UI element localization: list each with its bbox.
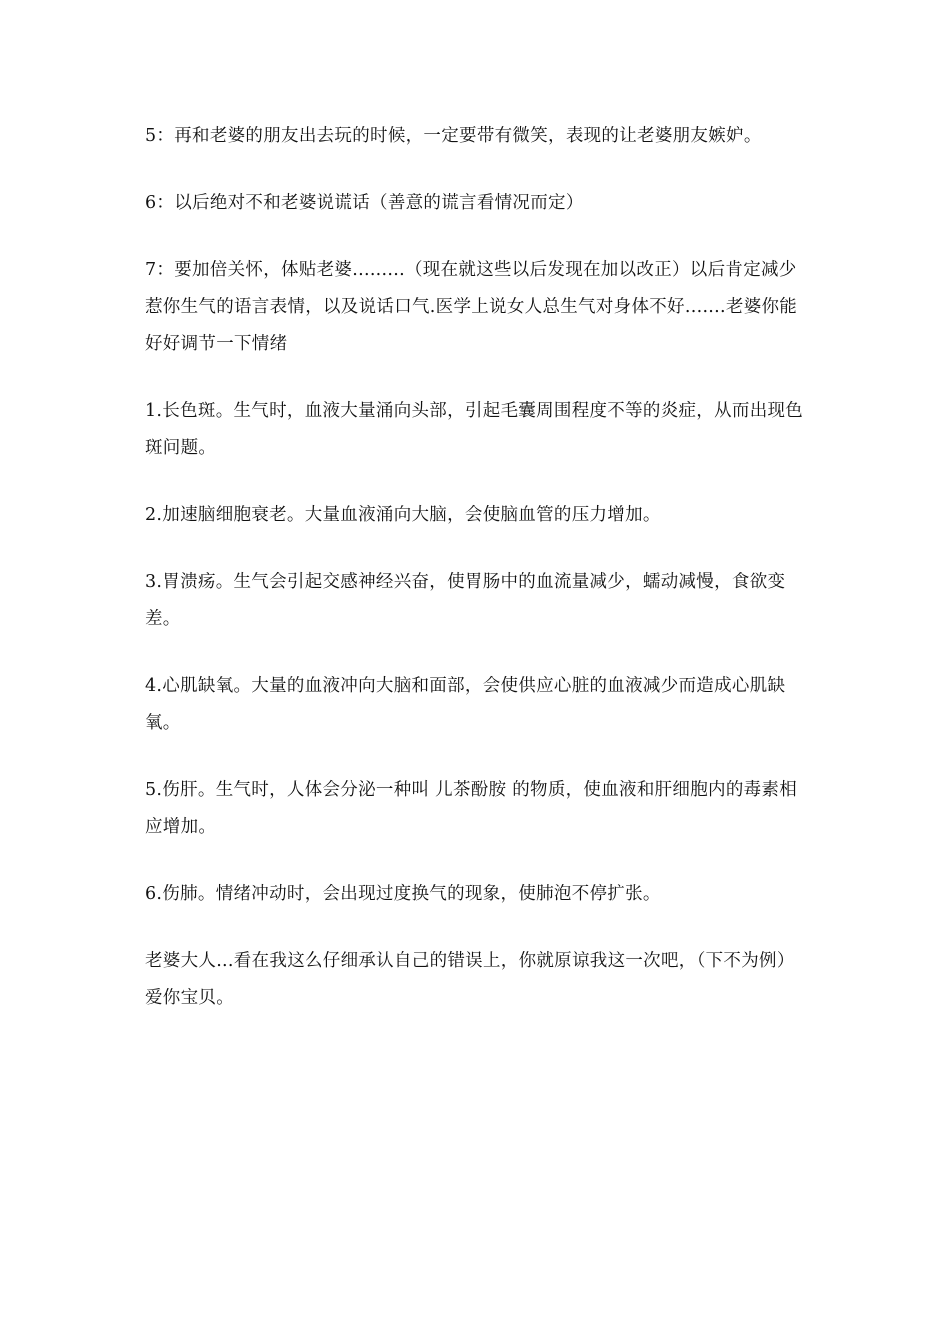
- health-point-5: 5.伤肝。生气时，人体会分泌一种叫 儿茶酚胺 的物质，使血液和肝细胞内的毒素相应增加。: [145, 780, 798, 837]
- paragraph-item-6: 6：以后绝对不和老婆说谎话（善意的谎言看情况而定）: [145, 193, 584, 213]
- health-point-1: 1.长色斑。生气时，血液大量涌向头部，引起毛囊周围程度不等的炎症，从而出现色斑问题。: [145, 401, 804, 458]
- health-point-3: 3.胃溃疡。生气会引起交感神经兴奋，使胃肠中的血流量减少，蠕动减慢，食欲变差。: [145, 572, 786, 629]
- health-point-6: 6.伤肺。情绪冲动时，会出现过度换气的现象，使肺泡不停扩张。: [145, 884, 661, 904]
- document-body: [145, 118, 810, 1017]
- health-point-4: 4.心肌缺氧。大量的血液冲向大脑和面部，会使供应心脏的血液减少而造成心肌缺氧。: [145, 676, 786, 733]
- closing-paragraph: 老婆大人...看在我这么仔细承认自己的错误上，你就原谅我这一次吧，（下不为例）爱你宝贝。: [145, 951, 795, 1008]
- health-point-2: 2.加速脑细胞衰老。大量血液涌向大脑，会使脑血管的压力增加。: [145, 505, 661, 525]
- paragraph-item-7: 7：要加倍关怀，体贴老婆.........（现在就这些以后发现在加以改正）以后肯定减少惹你生气的语言表情，以及说话口气.医学上说女人总生气对身体不好.......老婆你能好好调节一下情绪: [145, 260, 798, 354]
- paragraph-item-5: 5：再和老婆的朋友出去玩的时候，一定要带有微笑，表现的让老婆朋友嫉妒。: [145, 126, 762, 146]
